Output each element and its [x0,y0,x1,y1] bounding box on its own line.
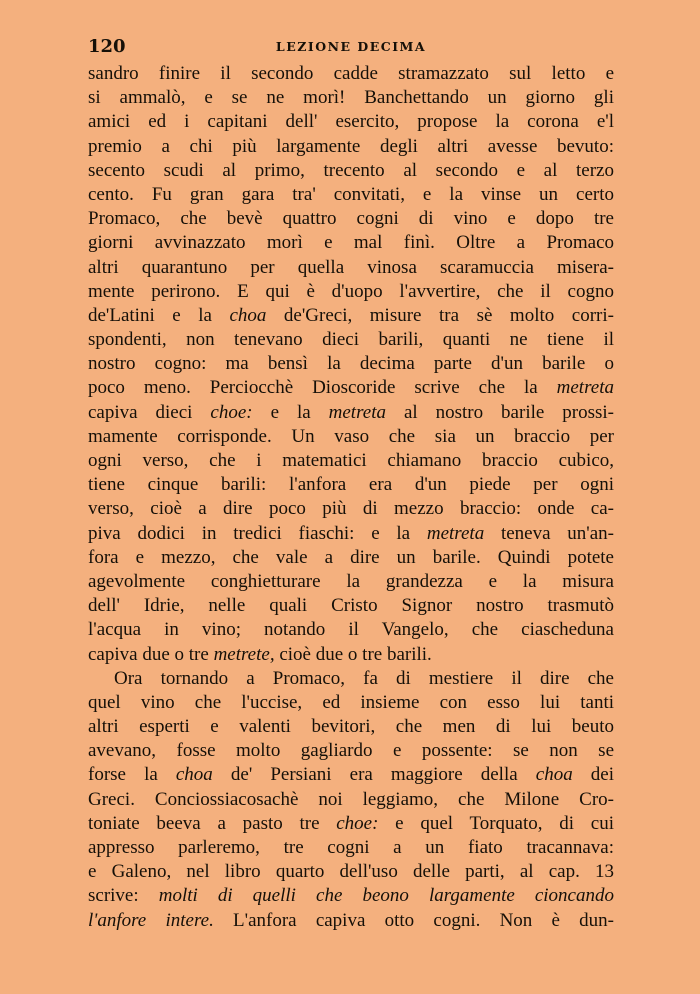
line-text: l'acqua in vino; notando il Vangelo, che ciascheduna [88,619,614,641]
line-text: altri quarantuno per quella vinosa scaramuccia misera- [88,256,614,278]
text-line [88,183,614,207]
italic-term: choa [229,304,267,326]
line-text: nostro cogno: ma bensì la decima parte d'un barile o [88,353,614,375]
line-text: si ammalò, e se ne morì! Banchettando un giorno gli [88,87,614,109]
text-line [88,304,614,328]
text-line [88,401,614,425]
line-text: secento scudi al primo, trecento al secondo e al terzo [88,159,614,181]
line-text: altri esperti e valenti bevitori, che men di lui beuto [88,716,614,738]
text-line [88,376,614,400]
text-line [88,135,614,159]
line-text: de'Latini e la [88,304,230,326]
text-line [88,280,614,304]
text-line [88,86,614,110]
line-text: giorni avvinazzato morì e mal finì. Oltre a Promaco [88,232,614,254]
line-text: piva dodici in tredici fiaschi: e la [88,522,427,544]
italic-term: choe: [336,812,379,834]
line-text: ogni verso, che i matematici chiamano braccio cubico, [88,450,614,471]
text-line [88,643,614,667]
italic-term: metrete, [213,643,275,665]
line-text: spondenti, non tenevano dieci barili, quanti ne tiene il [88,329,614,351]
text-line [88,159,614,183]
line-text: verso, cioè a dire poco più di mezzo braccio: onde ca- [88,498,614,520]
line-text: fora e mezzo, che vale a dire un barile. Quindi potete [88,546,614,568]
line-text: dei [572,764,615,786]
line-text: cento. Fu gran gara tra' convitati, e la vinse un certo [88,183,614,205]
text-line [88,909,614,933]
line-text: forse la [88,764,176,786]
line-text: sandro finire il secondo cadde stramazzato sul letto e [88,63,614,84]
line-text: de' Persiani era maggiore della [212,764,536,786]
line-text: L'anfora capiva otto cogni. Non è dun- [213,909,614,931]
line-text: Promaco, che bevè quattro cogni di vino e dopo tre [88,208,614,230]
line-text: e Galeno, nel libro quarto dell'uso delle parti, al cap. 13 [88,861,614,883]
text-line [88,715,614,739]
line-text: capiva due o tre [88,643,214,665]
text-line [88,812,614,836]
italic-term: metreta [556,377,614,399]
text-line [88,207,614,231]
text-line [88,739,614,763]
text-line [88,594,614,618]
line-text: dell' Idrie, nelle quali Cristo Signor nostro trasmutò [88,595,614,617]
text-line [88,425,614,449]
text-line [88,691,614,715]
line-text: e quel Torquato, di cui [378,812,614,834]
text-line [88,522,614,546]
text-line [88,546,614,570]
text-line [88,836,614,860]
running-header [88,36,614,62]
line-text: agevolmente conghietturare la grandezza e la misura [88,570,614,592]
italic-term: metreta [328,401,386,423]
text-line [88,62,614,86]
line-text: toniate beeva a pasto tre [88,812,337,834]
line-text: al nostro barile prossi- [385,401,614,423]
line-text: mente perirono. E qui è d'uopo l'avvertire, che il cogno [88,280,614,302]
line-text: teneva un'an- [484,522,614,544]
italic-term: choa [535,764,573,786]
text-line [88,352,614,376]
text-line [88,256,614,280]
body-text [88,62,614,933]
italic-term: molti di quelli che beono largamente cioncando [158,885,614,907]
line-text: de'Greci, misure tra sè molto corri- [266,304,614,326]
line-text: cioè due o tre barili. [274,643,432,665]
page-number: 120 [88,36,126,57]
text-line [88,473,614,497]
line-text: Greci. Conciossiacosachè noi leggiamo, che Milone Cro- [88,788,614,810]
text-line [88,884,614,908]
line-text: appresso parleremo, tre cogni a un fiato tracannava: [88,837,614,858]
text-line [88,618,614,642]
line-text: poco meno. Perciocchè Dioscoride scrive che la [88,377,557,399]
text-line [88,328,614,352]
running-title: LEZIONE DECIMA [275,39,427,54]
line-text: amici ed i capitani dell' esercito, propose la corona e'l [88,111,614,133]
italic-term: choe: [210,401,253,423]
italic-term: l'anfore intere. [88,909,214,931]
line-text: mamente corrisponde. Un vaso che sia un braccio per [88,425,614,447]
text-line [88,860,614,884]
italic-term: choa [175,764,213,786]
line-text: tiene cinque barili: l'anfora era d'un piede per ogni [88,474,614,496]
text-line [88,667,614,691]
text-line [88,570,614,594]
line-text: quel vino che l'uccise, ed insieme con esso lui tanti [88,691,614,713]
text-line [88,231,614,255]
text-line [88,763,614,787]
text-line [88,449,614,473]
text-line [88,110,614,134]
line-text: Ora tornando a Promaco, fa di mestiere il dire che [114,667,614,689]
line-text: scrive: [88,885,159,907]
text-line [88,788,614,812]
line-text: premio a chi più largamente degli altri avesse bevuto: [88,135,614,157]
italic-term: metreta [426,522,485,544]
text-line [88,497,614,521]
line-text: capiva dieci [88,401,211,423]
line-text: avevano, fosse molto gagliardo e possente: se non se [88,740,614,762]
line-text: e la [252,401,329,423]
